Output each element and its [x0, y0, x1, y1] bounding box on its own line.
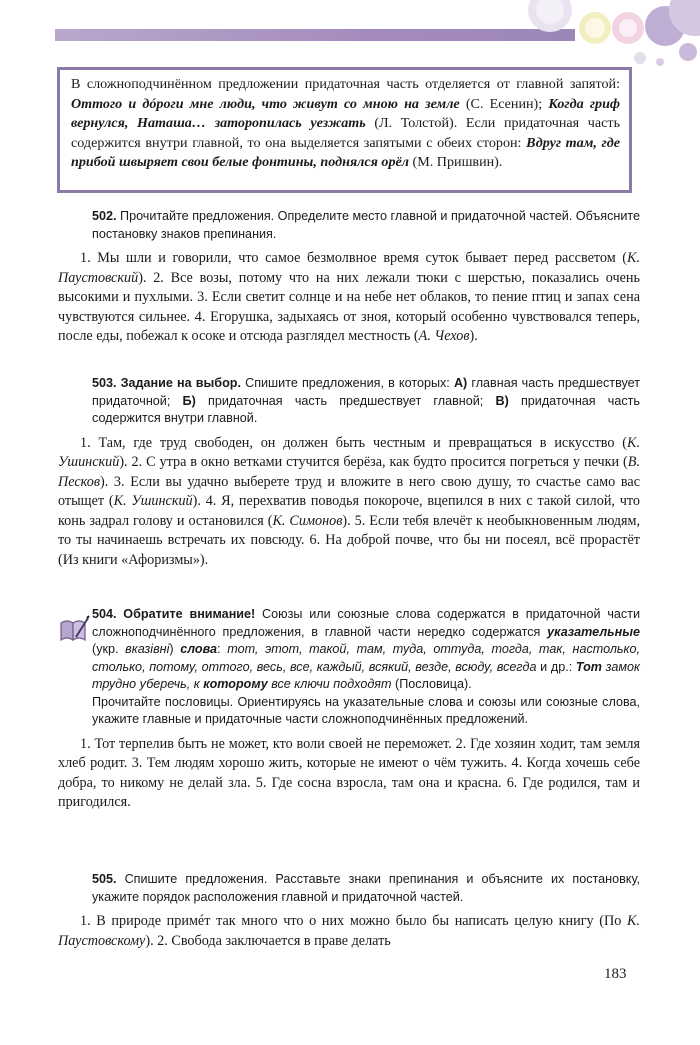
example: Когда гриф вернулся, Наташа… заторопилась уезжать: [71, 95, 620, 132]
decorative-circles: [520, 0, 700, 70]
example: Оттого и дóроги мне люди, что живут со мною на земле: [71, 95, 460, 112]
exercise-task: 505. Спишите предложения. Расставьте знаки препинания и объясните их постановку, укажите порядок расположения главной и придаточной частей.: [92, 872, 640, 904]
exercise-task: 504. Обратите внимание! Союзы или союзные слова содержатся в придаточной части сложноподчинённого предложения, в главной части нередко содержатся указательные (укр. вказівні) слова: тот, этот, такой, там, туда, оттуда, тогда, так, настолько, столько, потому, оттого, весь, все, каждый, всякий, везде, всюду, всегда и др.: Тот замок трудно уберечь, к которому все ключи подходят (Пословица).: [92, 607, 640, 691]
exercise-text: 1. Тот терпелив быть не может, кто воли своей не переможет. 2. Где хозяин ходит, там земля хлеб родит. 3. Тем людям хорошо жить, которые не имеют о чём тужить. 4. Когда хочешь себе добра, то никому не делай зла. 5. Где сосна взросла, там она и красна. 6. Где родился, там и пригодился.: [58, 735, 640, 811]
page-number: 183: [604, 966, 627, 982]
example: Вдруг там, где прибой швыряет свои белые фонтины, поднялся орёл: [71, 134, 620, 171]
exercise-502: [58, 208, 640, 347]
exercise-503: [58, 375, 640, 571]
exercise-task: 502. Прочитайте предложения. Определите место главной и придаточной частей. Объясните постановку знаков препинания.: [92, 209, 641, 241]
header-bar: [55, 29, 575, 41]
exercise-task: 503. Задание на выбор. Спишите предложения, в которых: А) главная часть предшествует придаточной; Б) придаточная часть предшествует главной; В) придаточная часть содержится внутри главной.: [92, 376, 641, 425]
exercise-505: [58, 871, 640, 951]
exercise-text: 1. Мы шли и говорили, что самое безмолвное время суток бывает перед рассветом (К. Паустовский). 2. Все возы, потому что на них лежали тюки с шерстью, показались очень высокими и пухлыми. 3. Если светит солнце и на небе нет облаков, то пение птиц и запах сена чувствуются сильнее. 4. Егорушка, задыхаясь от зноя, который особенно чувствовался теперь, после еды, побежал к осоке и отсюда разглядел местность (А. Чехов).: [58, 250, 640, 345]
exercise-text: 1. Там, где труд свободен, он должен быть честным и превращаться в искусство (К. Ушинский). 2. С утра в окно ветками стучится берёза, как будто просится погреться у печки (В. Песков). 3. Если вы удачно выберете труд и вложите в него свою душу, то счастье само вас отыщет (К. Ушинский). 4. Я, перехватив поводья покороче, вцепился в них с такой силой, что конь задрал голову и остановился (К. Симонов). 5. Если тебя влечёт к необыкновенным людям, то ты начинаешь встречать их повсюду. 6. На доброй почве, что бы ни посеял, всё прорастёт (Из книги «Афоризмы»).: [58, 434, 640, 569]
exercise-504: [58, 606, 640, 813]
exercise-task-2: Прочитайте пословицы. Ориентируясь на указательные слова и союзы или союзные слова, укажите главные и придаточные части сложноподчинённых предложений.: [92, 694, 640, 726]
exercise-text: 1. В природе примéт так много что о них можно было бы написать целую книгу (По К. Паустовскому). 2. Свобода заключается в праве делать: [58, 913, 640, 949]
rule-box: В сложноподчинённом предложении придаточная часть отделяется от главной запятой: Оттого и дóроги мне люди, что живут со мною на земле (С. Есенин); Когда гриф вернулся, Наташа… заторопилась уезжать (Л. Толстой). Если придаточная часть содержится внутри главной, то она выделяется запятыми с обеих сторон: Вдруг там, где прибой швыряет свои белые фонтины, поднялся орёл (М. Пришвин).: [57, 67, 632, 193]
